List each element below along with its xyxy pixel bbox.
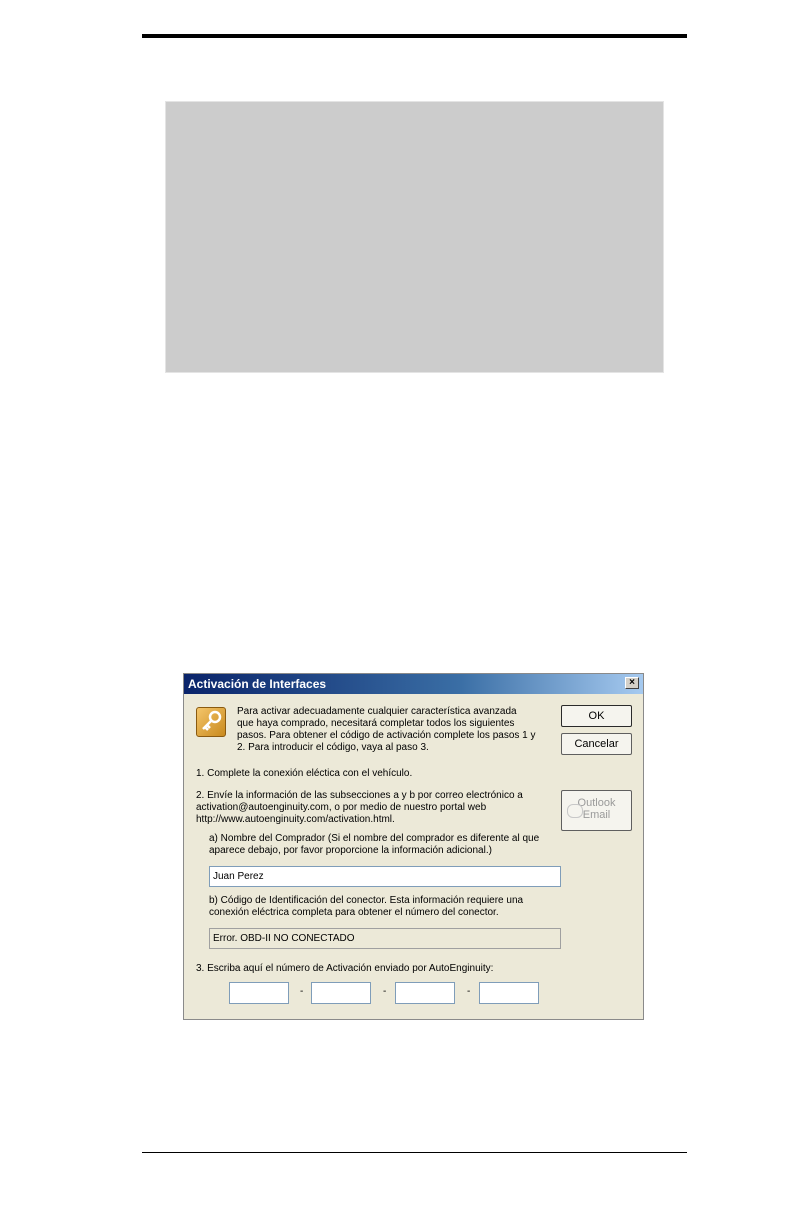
code-separator: - (383, 986, 387, 997)
outlook-email-button[interactable] (561, 790, 632, 831)
image-placeholder (165, 101, 664, 373)
outlook-label: Outlook (577, 797, 616, 809)
step2-line: 2. Envíe la información de las subsecciones a y b por correo electrónico a (196, 790, 523, 801)
email-label: Email (582, 809, 611, 821)
close-button[interactable]: × (625, 677, 639, 689)
key-icon (196, 707, 226, 737)
code-separator: - (467, 986, 471, 997)
intro-text (237, 706, 536, 754)
buyer-label-line: a) Nombre del Comprador (Si el nombre del comprador es diferente al que (209, 833, 540, 844)
step3-text: 3. Escriba aquí el número de Activación enviado por AutoEnginuity: (196, 963, 494, 974)
step2-line: activation@autoenginuity.com, o por medio de nuestro portal web (196, 802, 487, 813)
intro-line: que haya comprado, necesitará completar todos los siguientes (237, 718, 515, 729)
activation-code-input-4[interactable] (479, 982, 539, 1004)
top-rule (142, 34, 687, 38)
activation-dialog (183, 673, 644, 1020)
code-separator: - (300, 986, 304, 997)
connector-id-field: Error. OBD-II NO CONECTADO (209, 928, 561, 949)
step1-text: 1. Complete la conexión eléctica con el vehículo. (196, 768, 413, 779)
bottom-rule (142, 1152, 687, 1153)
connector-label-line: conexión eléctrica completa para obtener el número del conector. (209, 907, 499, 918)
buyer-label-line: aparece debajo, por favor proporcione la información adicional.) (209, 845, 492, 856)
buyer-name-label (209, 833, 539, 857)
ok-button[interactable]: OK (561, 705, 632, 727)
activation-code-input-2[interactable] (311, 982, 371, 1004)
title-bar[interactable] (184, 674, 643, 694)
envelope-icon (567, 804, 583, 818)
step2-line: http://www.autoenginuity.com/activation.html. (196, 814, 395, 825)
connector-label-line: b) Código de Identificación del conector. Esta información requiere una (209, 895, 524, 906)
intro-line: Para activar adecuadamente cualquier característica avanzada (237, 706, 517, 717)
intro-line: 2. Para introducir el código, vaya al paso 3. (237, 742, 429, 753)
activation-code-input-1[interactable] (229, 982, 289, 1004)
activation-code-input-3[interactable] (395, 982, 455, 1004)
connector-id-label (209, 895, 523, 919)
buyer-name-input[interactable]: Juan Perez (209, 866, 561, 887)
cancel-button[interactable]: Cancelar (561, 733, 632, 755)
intro-line: pasos. Para obtener el código de activación complete los pasos 1 y (237, 730, 536, 741)
dialog-title: Activación de Interfaces (188, 677, 327, 691)
step2-text (196, 790, 523, 826)
